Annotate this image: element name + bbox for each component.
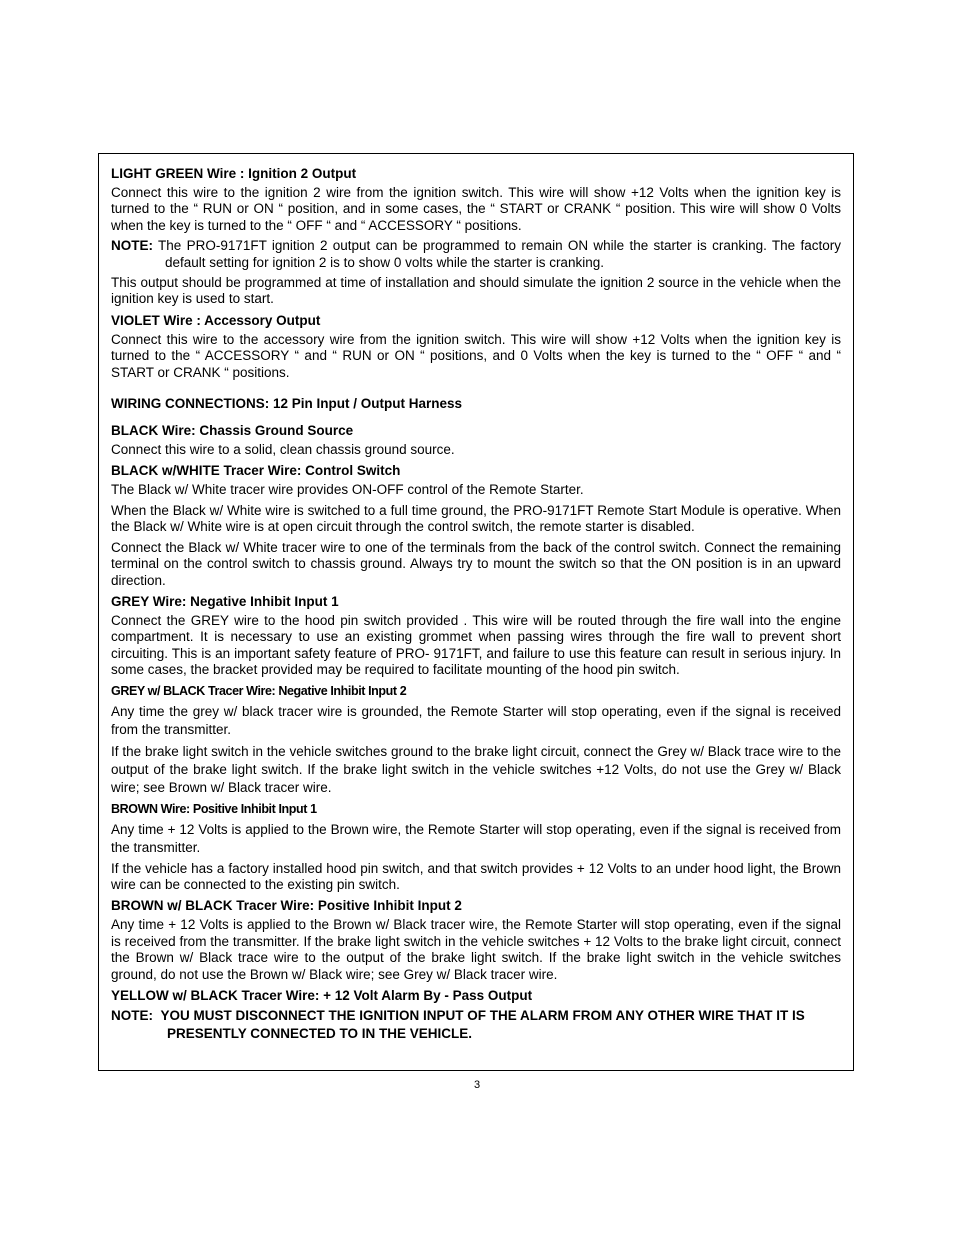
grey-paragraph-1: Connect the GREY wire to the hood pin switch provided . This wire will be routed through the fire wall into the engine compartment. It is necessary to use an existing grommet when passing wires through the fire wall to prevent short circuiting. This is an important safety feature of PRO- 9171FT, and failure to use this feature can result in serious injury. In some cases, the bracket provided may be required to facilitate mounting of the hood pin switch. xyxy=(111,612,841,678)
yellow-black-note xyxy=(111,1007,841,1043)
light-green-note xyxy=(111,238,841,271)
grey-black-paragraph-1: Any time the grey w/ black tracer wire is grounded, the Remote Starter will stop operating, even if the signal is received from the transmitter. xyxy=(111,703,841,737)
note-text: The PRO-9171FT ignition 2 output can be programmed to remain ON while the starter is cranking. The factory default setting for ignition 2 is to show 0 volts while the starter is cranking. xyxy=(158,238,841,270)
grey-black-heading: GREY w/ BLACK Tracer Wire: Negative Inhibit Input 2 xyxy=(111,683,407,698)
black-white-paragraph-3: Connect the Black w/ White tracer wire to one of the terminals from the back of the control switch. Connect the remaining terminal on the control switch to chassis ground. Always try to mount the switch so that the ON position is in an upward direction. xyxy=(111,539,841,588)
brown-heading: BROWN Wire: Positive Inhibit Input 1 xyxy=(111,801,317,816)
brown-black-heading: BROWN w/ BLACK Tracer Wire: Positive Inhibit Input 2 xyxy=(111,898,462,914)
note-label: NOTE: xyxy=(111,238,153,254)
brown-paragraph-1: Any time + 12 Volts is applied to the Brown wire, the Remote Starter will stop operating, even if the signal is received from the transmitter. xyxy=(111,821,841,855)
page-number: 3 xyxy=(473,1079,481,1091)
grey-heading: GREY Wire: Negative Inhibit Input 1 xyxy=(111,593,339,609)
violet-heading: VIOLET Wire : Accessory Output xyxy=(111,312,321,328)
brown-paragraph-2: If the vehicle has a factory installed hood pin switch, and that switch provides + 12 Volts to an under hood light, the Brown wire can be connected to the existing pin switch. xyxy=(111,860,841,892)
light-green-paragraph-2: This output should be programmed at time of installation and should simulate the ignition 2 source in the vehicle when the ignition key is used to start. xyxy=(111,275,841,307)
document-body xyxy=(111,165,841,1043)
violet-paragraph-1: Connect this wire to the accessory wire from the ignition switch. This wire will show +12 Volts when the ignition key is turned to the “ ACCESSORY “ and “ RUN or ON “ positions, and 0 Volts when the key is turned to the “ OFF “ and “ START or CRANK “ positions. xyxy=(111,331,841,380)
wiring-connections-heading: WIRING CONNECTIONS: 12 Pin Input / Output Harness xyxy=(111,396,463,412)
black-heading: BLACK Wire: Chassis Ground Source xyxy=(111,423,354,439)
brown-black-paragraph-1: Any time + 12 Volts is applied to the Brown w/ Black tracer wire, the Remote Starter will stop operating, even if the signal is received from the transmitter. If the brake light switch in the vehicle switches + 12 Volts to the brake light circuit, connect the Brown w/ Black trace wire to the output of the brake light switch. If the brake light switch in the vehicle switches ground, do not use the Brown w/ Black wire; see Grey w/ Black tracer wire. xyxy=(111,917,841,982)
light-green-paragraph-1: Connect this wire to the ignition 2 wire from the ignition switch. This wire will show +12 Volts when the ignition key is turned to the “ RUN or ON “ position, and in some cases, the “ START or CRANK “ position. This wire will show 0 Volts when the key is turned to the “ OFF “ and “ ACCESSORY “ positions. xyxy=(111,185,841,233)
black-paragraph-1: Connect this wire to a solid, clean chassis ground source. xyxy=(111,442,455,458)
black-white-paragraph-1: The Black w/ White tracer wire provides ON-OFF control of the Remote Starter. xyxy=(111,482,584,498)
grey-black-paragraph-2: If the brake light switch in the vehicle switches ground to the brake light circuit, connect the Grey w/ Black trace wire to the output of the brake light switch. If the brake light switch in the vehicle switches +12 Volts, do not use the Grey w/ Black wire; see Brown w/ Black tracer wire. xyxy=(111,743,841,795)
light-green-heading: LIGHT GREEN Wire : Ignition 2 Output xyxy=(111,166,357,181)
black-white-heading: BLACK w/WHITE Tracer Wire: Control Switch xyxy=(111,463,401,479)
yellow-black-heading: YELLOW w/ BLACK Tracer Wire: + 12 Volt Alarm By - Pass Output xyxy=(111,987,533,1003)
black-white-paragraph-2: When the Black w/ White wire is switched to a full time ground, the PRO-9171FT Remote Start Module is operative. When the Black w/ White wire is at open circuit through the control switch, the remote starter is disabled. xyxy=(111,502,841,535)
note-label: NOTE: xyxy=(111,1007,153,1023)
note-text: YOU MUST DISCONNECT THE IGNITION INPUT OF THE ALARM FROM ANY OTHER WIRE THAT IT IS PRESENTLY CONNECTED TO IN THE VEHICLE. xyxy=(160,1007,805,1041)
